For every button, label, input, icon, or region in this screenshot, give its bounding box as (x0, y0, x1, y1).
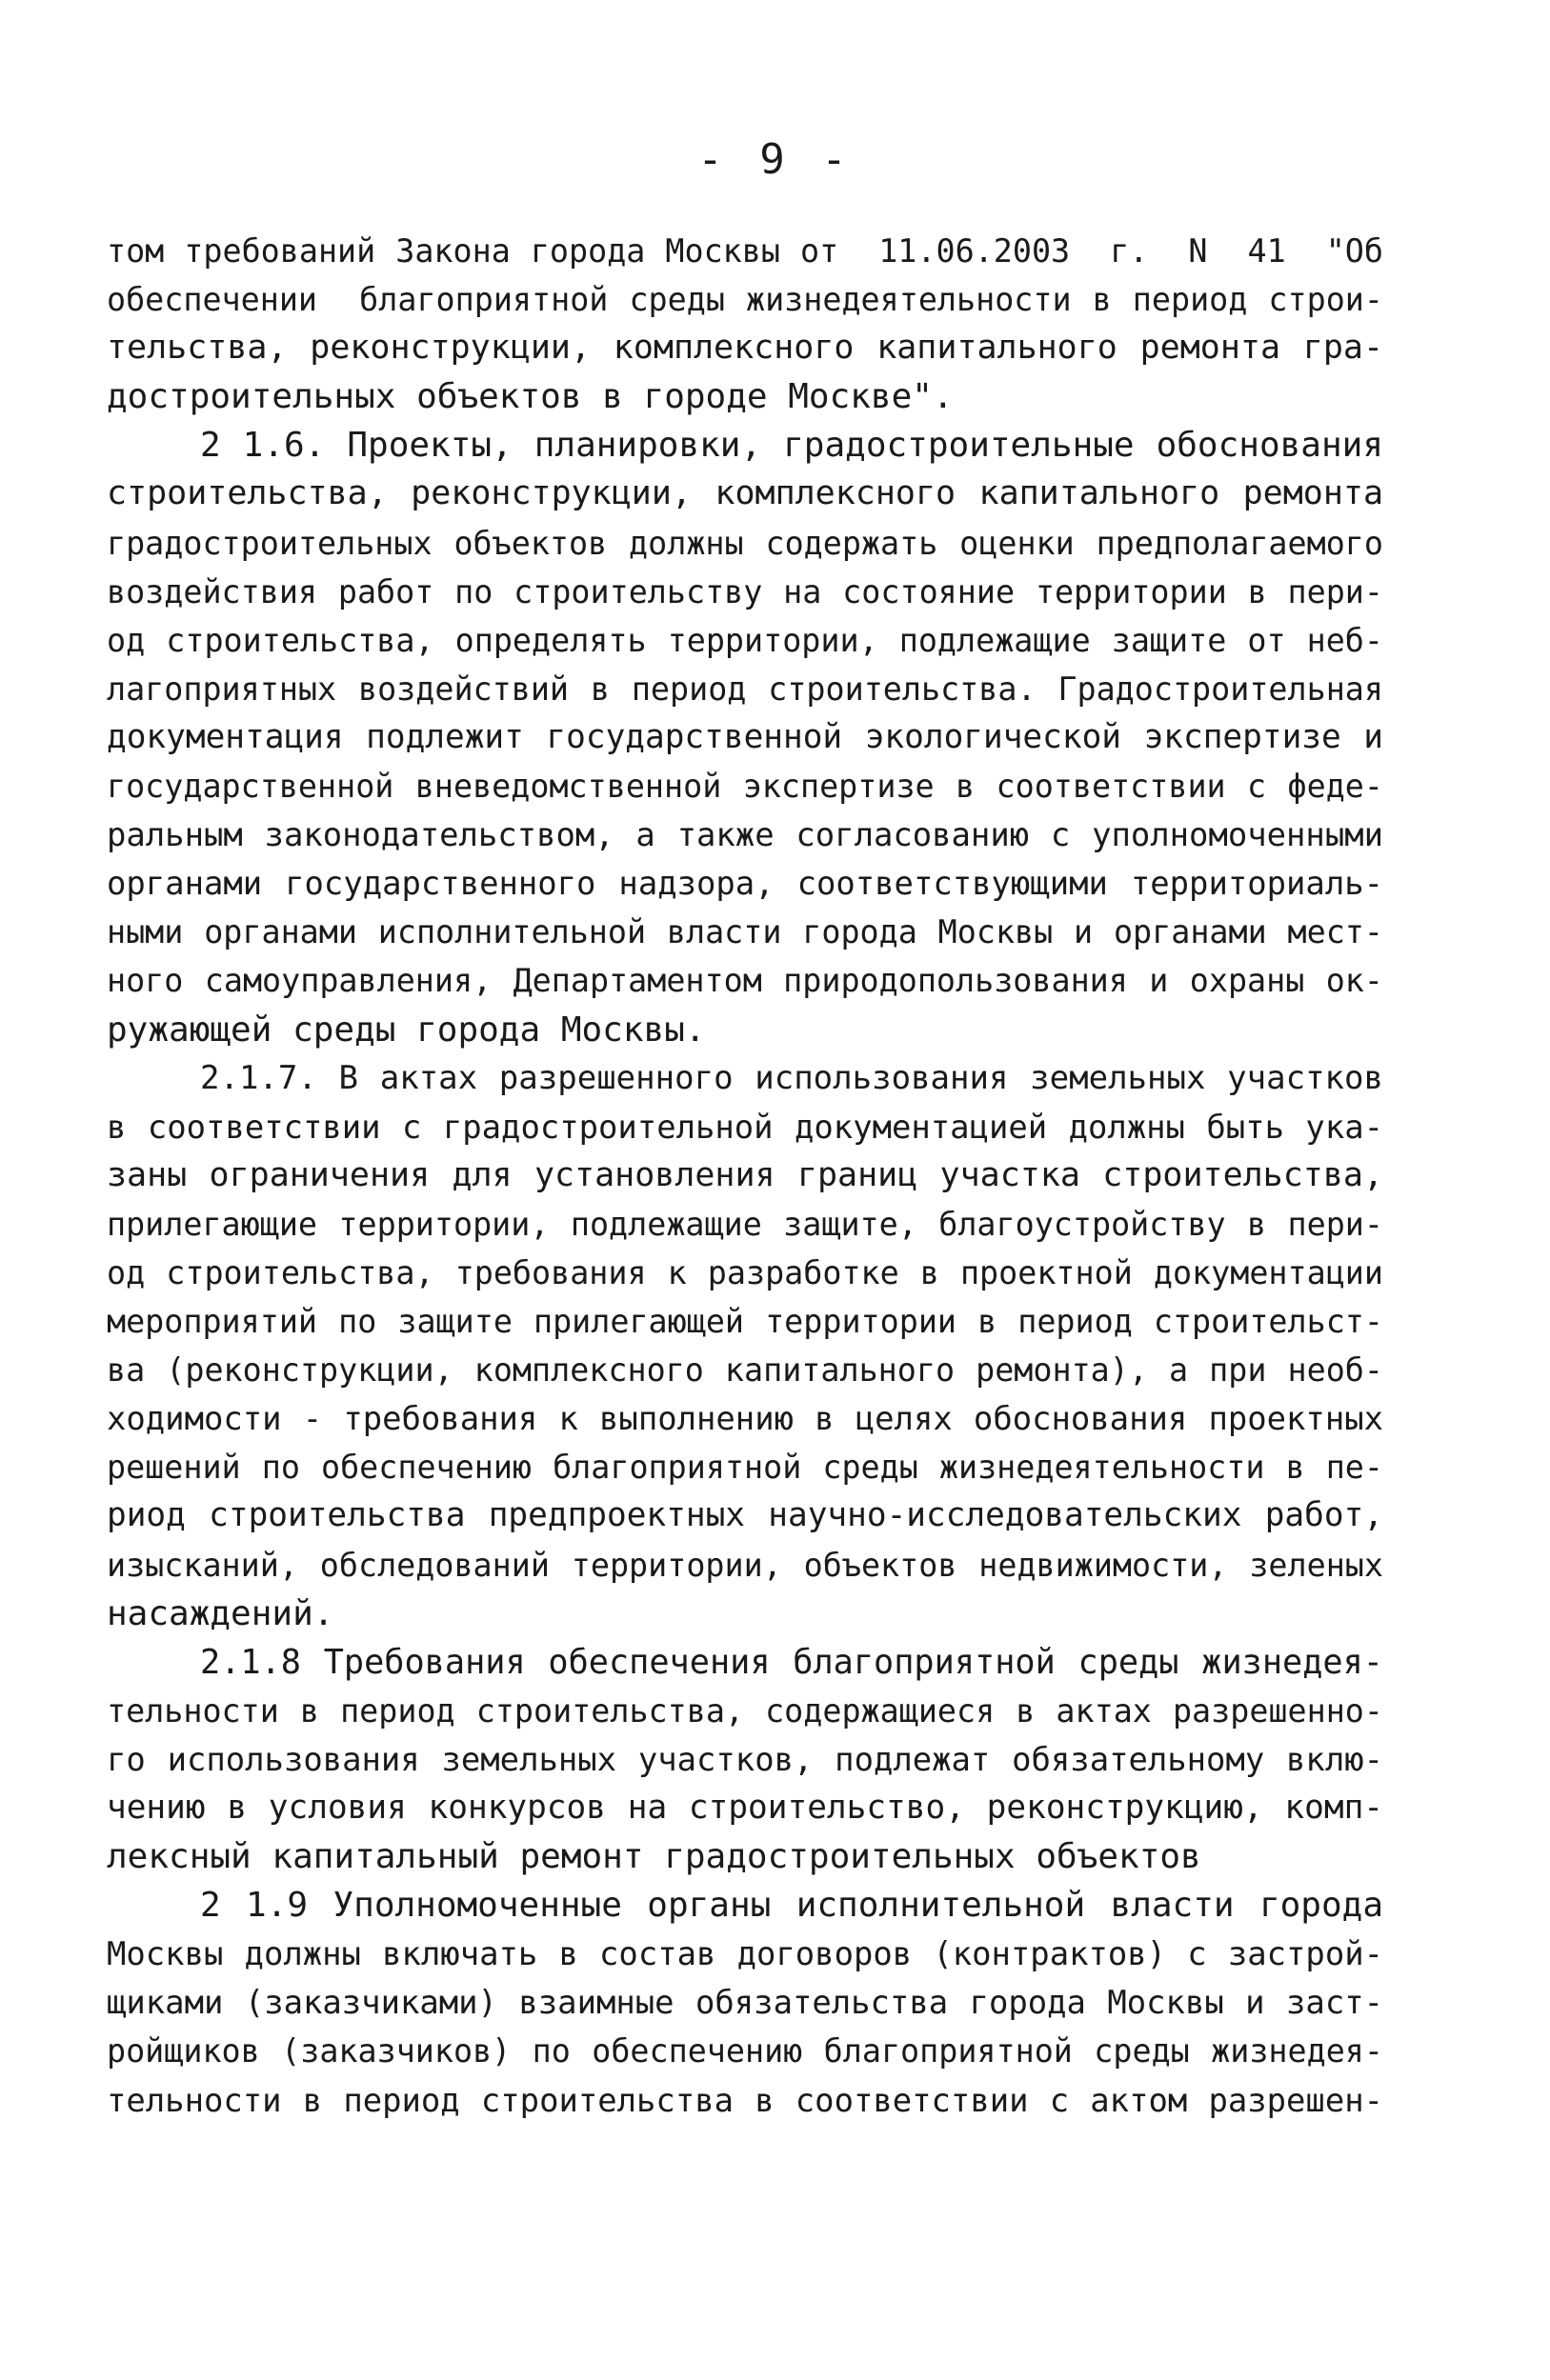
text-line: ными органами исполнительной власти города Москвы и органами мест- (107, 913, 1383, 951)
text-line: тельности в период строительства, содержащиеся в актах разрешенно- (107, 1691, 1383, 1730)
text-line: ва (реконструкции, комплексного капитального ремонта), а при необ- (107, 1351, 1383, 1390)
text-line: ружающей среды города Москвы. (107, 1010, 706, 1050)
text-line: ходимости - требования к выполнению в целях обоснования проектных (107, 1400, 1383, 1438)
text-line: од строительства, требования к разработке в проектной документации (107, 1253, 1383, 1291)
text-line: насаждений. (107, 1593, 334, 1633)
text-line: ральным законодательством, а также согласованию с уполномоченными (107, 816, 1383, 854)
text-line: воздействия работ по строительству на состояние территории в пери- (107, 572, 1383, 610)
text-line: чению в условия конкурсов на строительство, реконструкцию, комп- (107, 1789, 1383, 1827)
text-line: ного самоуправления, Департаментом природопользования и охраны ок- (107, 962, 1383, 1000)
text-line: щиками (заказчиками) взаимные обязательства города Москвы и заст- (107, 1984, 1383, 2022)
text-line: мероприятий по защите прилегающей территории в период строительст- (107, 1303, 1383, 1341)
text-line: тельности в период строительства в соответствии с актом разрешен- (107, 2081, 1383, 2119)
text-line: градостроительных объектов должны содержать оценки предполагаемого (107, 524, 1383, 562)
text-line: обеспечении благоприятной среды жизнедеятельности в период строи- (107, 281, 1383, 319)
text-line: изысканий, обследований территории, объектов недвижимости, зеленых (107, 1546, 1383, 1584)
text-line: том требований Закона города Москвы от 11.06.2003 г. N 41 "Об (107, 232, 1383, 270)
text-line: 2 1.9 Уполномоченные органы исполнительной власти города (200, 1886, 1383, 1926)
text-line: государственной вневедомственной экспертизе в соответствии с феде- (107, 768, 1383, 806)
text-line: решений по обеспечению благоприятной среды жизнедеятельности в пе- (107, 1449, 1383, 1487)
text-line: достроительных объектов в городе Москве". (107, 377, 954, 417)
text-line: прилегающие территории, подлежащие защите, благоустройству в пери- (107, 1205, 1383, 1243)
text-line: лагоприятных воздействий в период строительства. Градостроительная (107, 670, 1383, 708)
text-line: 2.1.8 Требования обеспечения благоприятной среды жизнедея- (200, 1642, 1383, 1682)
text-line: тельства, реконструкции, комплексного капитального ремонта гра- (107, 329, 1383, 368)
page-number: - 9 - (697, 135, 853, 184)
text-line: 2 1.6. Проекты, планировки, градостроительные обоснования (200, 426, 1383, 466)
text-line: заны ограничения для установления границ участка строительства, (107, 1155, 1383, 1194)
text-line: Москвы должны включать в состав договоров (контрактов) с застрой- (107, 1935, 1383, 1973)
text-line: органами государственного надзора, соответствующими территориаль- (107, 865, 1383, 903)
text-line: 2.1.7. В актах разрешенного использования земельных участков (200, 1058, 1383, 1097)
text-line: ройщиков (заказчиков) по обеспечению благоприятной среды жизнедея- (107, 2032, 1383, 2070)
text-line: строительства, реконструкции, комплексного капитального ремонта (107, 474, 1383, 513)
text-line: в соответствии с градостроительной документацией должны быть ука- (107, 1108, 1383, 1146)
text-line: документация подлежит государственной экологической экспертизе и (107, 717, 1383, 756)
text-line: од строительства, определять территории, подлежащие защите от неб- (107, 621, 1383, 659)
text-line: риод строительства предпроектных научно-исследовательских работ, (107, 1496, 1383, 1535)
text-line: го использования земельных участков, подлежат обязательному вклю- (107, 1740, 1383, 1778)
body-text (107, 227, 1383, 2125)
text-line: лексный капитальный ремонт градостроительных объектов (107, 1837, 1201, 1877)
